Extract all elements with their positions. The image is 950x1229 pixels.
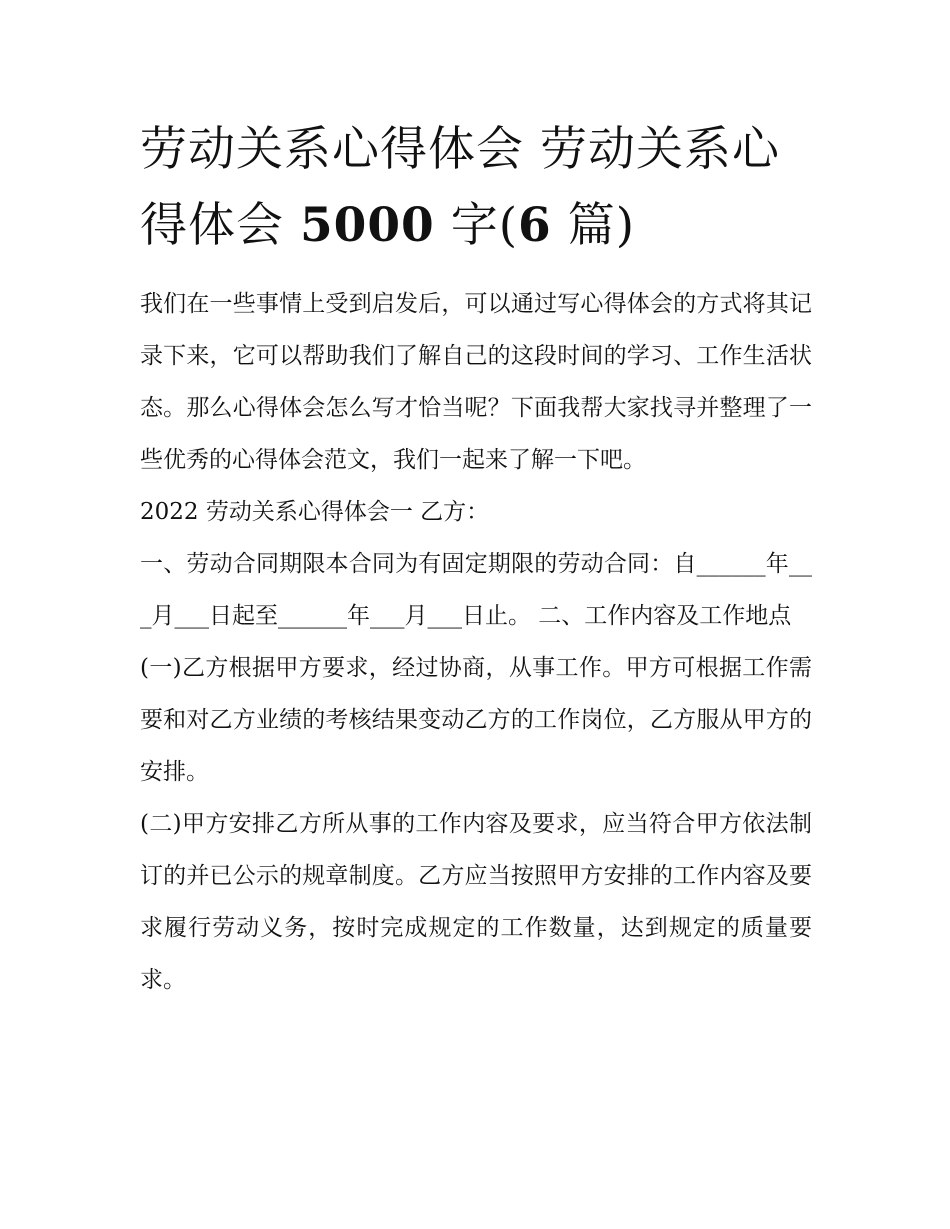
title-text-1: 劳动关系心得体会 劳动关系心得体会: [140, 122, 780, 253]
document-title: [140, 112, 812, 264]
title-text-2: 字(: [434, 198, 519, 253]
intro-paragraph: 我们在一些事情上受到启发后，可以通过写心得体会的方式将其记录下来，它可以帮助我们了解自己的这段时间的学习、工作生活状态。那么心得体会怎么写才恰当呢？下面我帮大家找寻并整理了一些优秀的心得体会范文，我们一起来了解一下吧。: [140, 291, 812, 473]
section-heading: 2022 劳动关系心得体会一 乙方：: [140, 499, 490, 525]
title-text-3: 篇): [551, 198, 636, 253]
clause-paragraph: (一)乙方根据甲方要求，经过协商，从事工作。甲方可根据工作需要和对乙方业绩的考核结果变动乙方的工作岗位，乙方服从甲方的安排。: [140, 655, 812, 785]
clause-paragraph: (二)甲方安排乙方所从事的工作内容及要求，应当符合甲方依法制订的并已公示的规章制度。乙方应当按照甲方安排的工作内容及要求履行劳动义务，按时完成规定的工作数量，达到规定的质量要求。: [140, 811, 812, 993]
clause-paragraph: 一、劳动合同期限本合同为有固定期限的劳动合同：自______年___月___日起至______年___月___日止。 二、工作内容及工作地点: [140, 551, 812, 629]
title-number-5000: 5000: [299, 198, 435, 253]
document-body: [140, 112, 812, 1006]
title-number-6: 6: [518, 198, 552, 253]
